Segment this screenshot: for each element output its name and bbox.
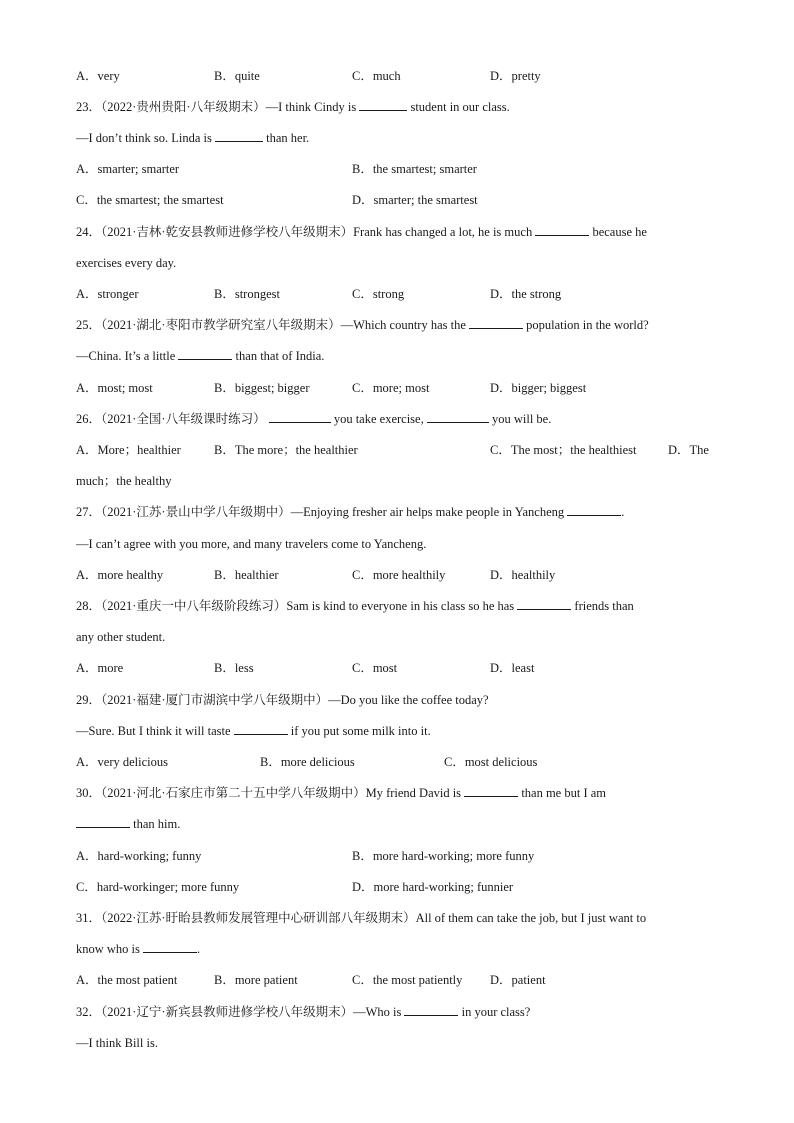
q24-stem bbox=[76, 224, 647, 240]
q25-option-c: C．more; most bbox=[352, 381, 430, 395]
q23-stem bbox=[76, 99, 510, 115]
q28-line2: any other student. bbox=[76, 630, 166, 644]
q25-blank-1 bbox=[469, 317, 523, 329]
q23-stem-post: student in our class. bbox=[410, 100, 510, 114]
q32-blank-1 bbox=[404, 1004, 458, 1016]
q30-option-a: A．hard-working; funny bbox=[76, 849, 202, 863]
q31-blank-1 bbox=[143, 941, 197, 953]
q25-option-d: D．bigger; biggest bbox=[490, 381, 587, 395]
q31-option-c: C．the most patiently bbox=[352, 973, 463, 987]
q23-line2 bbox=[76, 130, 309, 146]
q28-option-b: B．less bbox=[214, 661, 254, 675]
q32-stem bbox=[76, 1004, 530, 1020]
q25-line2-pre: —China. It’s a little bbox=[76, 349, 176, 363]
q26-stem-pre: 26．（2021·全国·八年级课时练习） bbox=[76, 412, 266, 426]
q26-stem-mid: you take exercise, bbox=[333, 412, 424, 426]
q26-option-d-cont: much；the healthy bbox=[76, 474, 172, 488]
q26-blank-2 bbox=[427, 411, 489, 423]
q29-option-c: C．most delicious bbox=[444, 755, 538, 769]
q24-stem-post: because he bbox=[592, 225, 647, 239]
q30-stem-pre: 30．（2021·河北·石家庄市第二十五中学八年级期中）My friend David is bbox=[76, 786, 462, 800]
q29-line2-post: if you put some milk into it. bbox=[290, 724, 431, 738]
q30-option-d: D．more hard-working; funnier bbox=[352, 880, 514, 894]
q30-option-b: B．more hard-working; more funny bbox=[352, 849, 535, 863]
q27-option-c: C．more healthily bbox=[352, 568, 446, 582]
q22-option-c: C．much bbox=[352, 69, 401, 83]
q28-option-a: A．more bbox=[76, 661, 124, 675]
q28-stem-pre: 28．（2021·重庆一中八年级阶段练习）Sam is kind to everyone in his class so he has bbox=[76, 599, 515, 613]
q28-stem-post: friends than bbox=[574, 599, 634, 613]
q23-option-d: D．smarter; the smartest bbox=[352, 193, 478, 207]
q23-option-a: A．smarter; smarter bbox=[76, 162, 180, 176]
q23-line2-post: than her. bbox=[266, 131, 310, 145]
q25-stem-post: population in the world? bbox=[526, 318, 649, 332]
q25-option-b: B．biggest; bigger bbox=[214, 381, 310, 395]
q23-option-c: C．the smartest; the smartest bbox=[76, 193, 224, 207]
q25-option-a: A．most; most bbox=[76, 381, 153, 395]
q30-stem bbox=[76, 785, 606, 801]
q32-stem-post: in your class? bbox=[461, 1005, 531, 1019]
q31-line2-post: . bbox=[197, 942, 201, 956]
q26-option-c: C．The most；the healthiest bbox=[490, 443, 637, 457]
q29-option-b: B．more delicious bbox=[260, 755, 355, 769]
q30-option-c: C．hard-workinger; more funny bbox=[76, 880, 240, 894]
q27-blank-1 bbox=[567, 504, 621, 516]
q27-stem bbox=[76, 504, 624, 520]
q29-line2-pre: —Sure. But I think it will taste bbox=[76, 724, 231, 738]
q24-option-d: D．the strong bbox=[490, 287, 562, 301]
q29-line2 bbox=[76, 723, 431, 739]
q29-stem: 29．（2021·福建·厦门市湖滨中学八年级期中）—Do you like the coffee today? bbox=[76, 693, 489, 707]
q22-option-d: D．pretty bbox=[490, 69, 541, 83]
q27-option-d: D．healthily bbox=[490, 568, 556, 582]
q30-line2 bbox=[76, 816, 180, 832]
q32-stem-pre: 32．（2021·辽宁·新宾县教师进修学校八年级期末）—Who is bbox=[76, 1005, 402, 1019]
q31-option-a: A．the most patient bbox=[76, 973, 178, 987]
q24-line2: exercises every day. bbox=[76, 256, 177, 270]
q24-option-a: A．stronger bbox=[76, 287, 139, 301]
q23-stem-pre: 23．（2022·贵州贵阳·八年级期末）—I think Cindy is bbox=[76, 100, 357, 114]
q26-option-d: D．The bbox=[668, 443, 709, 457]
q27-option-a: A．more healthy bbox=[76, 568, 164, 582]
q25-stem bbox=[76, 317, 649, 333]
q25-line2 bbox=[76, 348, 324, 364]
q31-line2-pre: know who is bbox=[76, 942, 140, 956]
q32-line2: —I think Bill is. bbox=[76, 1036, 158, 1050]
q22-option-a: A．very bbox=[76, 69, 120, 83]
q30-blank-1 bbox=[464, 785, 518, 797]
q23-option-b: B．the smartest; smarter bbox=[352, 162, 477, 176]
q29-option-a: A．very delicious bbox=[76, 755, 168, 769]
q23-line2-pre: —I don’t think so. Linda is bbox=[76, 131, 212, 145]
q26-stem bbox=[76, 411, 551, 427]
q31-option-b: B．more patient bbox=[214, 973, 298, 987]
q31-stem: 31．（2022·江苏·盱眙县教师发展管理中心研训部八年级期末）All of them can take the job, but I just want to bbox=[76, 911, 647, 925]
q25-stem-pre: 25．（2021·湖北·枣阳市教学研究室八年级期末）—Which country has the bbox=[76, 318, 466, 332]
q30-blank-2 bbox=[76, 816, 130, 828]
q28-blank-1 bbox=[517, 598, 571, 610]
q25-line2-post: than that of India. bbox=[235, 349, 325, 363]
q24-blank-1 bbox=[535, 224, 589, 236]
q28-option-d: D．least bbox=[490, 661, 535, 675]
q28-option-c: C．most bbox=[352, 661, 398, 675]
q24-option-b: B．strongest bbox=[214, 287, 280, 301]
q23-blank-1 bbox=[359, 99, 407, 111]
q26-blank-1 bbox=[269, 411, 331, 423]
q26-stem-post: you will be. bbox=[491, 412, 552, 426]
q30-line2-post: than him. bbox=[133, 817, 181, 831]
q22-option-b: B．quite bbox=[214, 69, 260, 83]
q27-stem-post: . bbox=[621, 505, 625, 519]
q27-stem-pre: 27．（2021·江苏·景山中学八年级期中）—Enjoying fresher air helps make people in Yancheng bbox=[76, 505, 565, 519]
q24-stem-pre: 24．（2021·吉林·乾安县教师进修学校八年级期末）Frank has changed a lot, he is much bbox=[76, 225, 533, 239]
q31-line2 bbox=[76, 941, 200, 957]
q27-option-b: B．healthier bbox=[214, 568, 279, 582]
q28-stem bbox=[76, 598, 634, 614]
q23-blank-2 bbox=[215, 130, 263, 142]
q24-option-c: C．strong bbox=[352, 287, 405, 301]
q27-line2: —I can’t agree with you more, and many travelers come to Yancheng. bbox=[76, 537, 427, 551]
q26-option-a: A．More；healthier bbox=[76, 443, 181, 457]
q26-option-b: B．The more；the healthier bbox=[214, 443, 358, 457]
q30-stem-post: than me but I am bbox=[521, 786, 607, 800]
q29-blank-1 bbox=[234, 723, 288, 735]
q25-blank-2 bbox=[178, 348, 232, 360]
q31-option-d: D．patient bbox=[490, 973, 546, 987]
